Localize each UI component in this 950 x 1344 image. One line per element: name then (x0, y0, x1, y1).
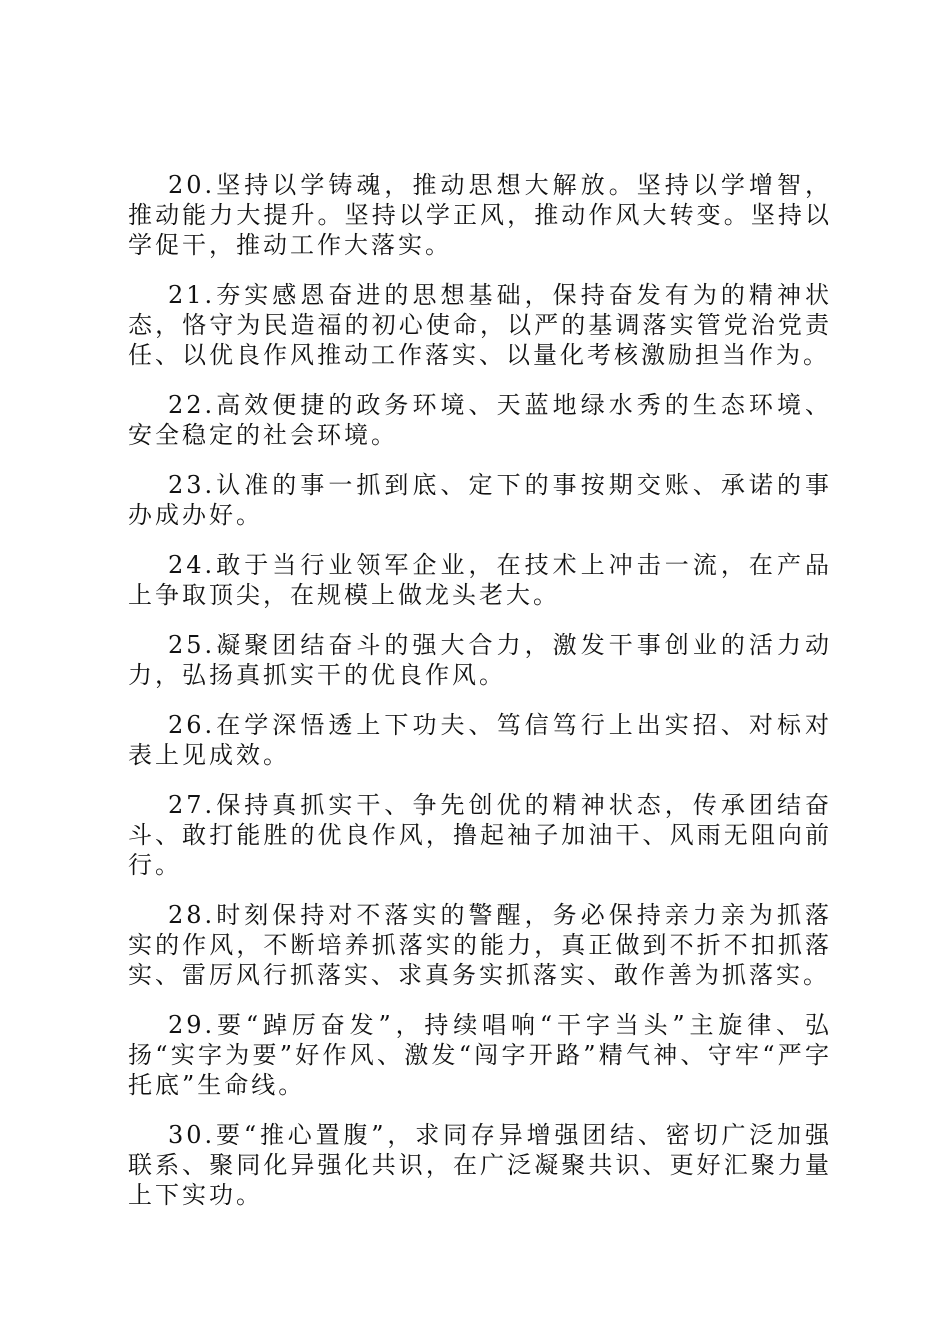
paragraph-20: 20.坚持以学铸魂，推动思想大解放。坚持以学增智，推动能力大提升。坚持以学正风，推动作风大转变。坚持以学促干，推动工作大落实。 (128, 171, 832, 259)
paragraph-30: 30.要“推心置腹”，求同存异增强团结、密切广泛加强联系、聚同化异强化共识，在广泛凝聚共识、更好汇聚力量上下实功。 (128, 1121, 832, 1209)
paragraph-26: 26.在学深悟透上下功夫、笃信笃行上出实招、对标对表上见成效。 (128, 711, 832, 769)
paragraph-22: 22.高效便捷的政务环境、天蓝地绿水秀的生态环境、安全稳定的社会环境。 (128, 391, 832, 449)
paragraph-23: 23.认准的事一抓到底、定下的事按期交账、承诺的事办成办好。 (128, 471, 832, 529)
paragraph-21: 21.夯实感恩奋进的思想基础，保持奋发有为的精神状态，恪守为民造福的初心使命，以严的基调落实管党治党责任、以优良作风推动工作落实、以量化考核激励担当作为。 (128, 281, 832, 369)
paragraph-25: 25.凝聚团结奋斗的强大合力，激发干事创业的活力动力，弘扬真抓实干的优良作风。 (128, 631, 832, 689)
paragraph-27: 27.保持真抓实干、争先创优的精神状态，传承团结奋斗、敢打能胜的优良作风，撸起袖子加油干、风雨无阻向前行。 (128, 791, 832, 879)
document-body (128, 170, 832, 1230)
paragraph-24: 24.敢于当行业领军企业，在技术上冲击一流，在产品上争取顶尖，在规模上做龙头老大。 (128, 551, 832, 609)
paragraph-29: 29.要“踔厉奋发”，持续唱响“干字当头”主旋律、弘扬“实字为要”好作风、激发“闯字开路”精气神、守牢“严字托底”生命线。 (128, 1011, 832, 1099)
paragraph-28: 28.时刻保持对不落实的警醒，务必保持亲力亲为抓落实的作风，不断培养抓落实的能力，真正做到不折不扣抓落实、雷厉风行抓落实、求真务实抓落实、敢作善为抓落实。 (128, 901, 832, 989)
